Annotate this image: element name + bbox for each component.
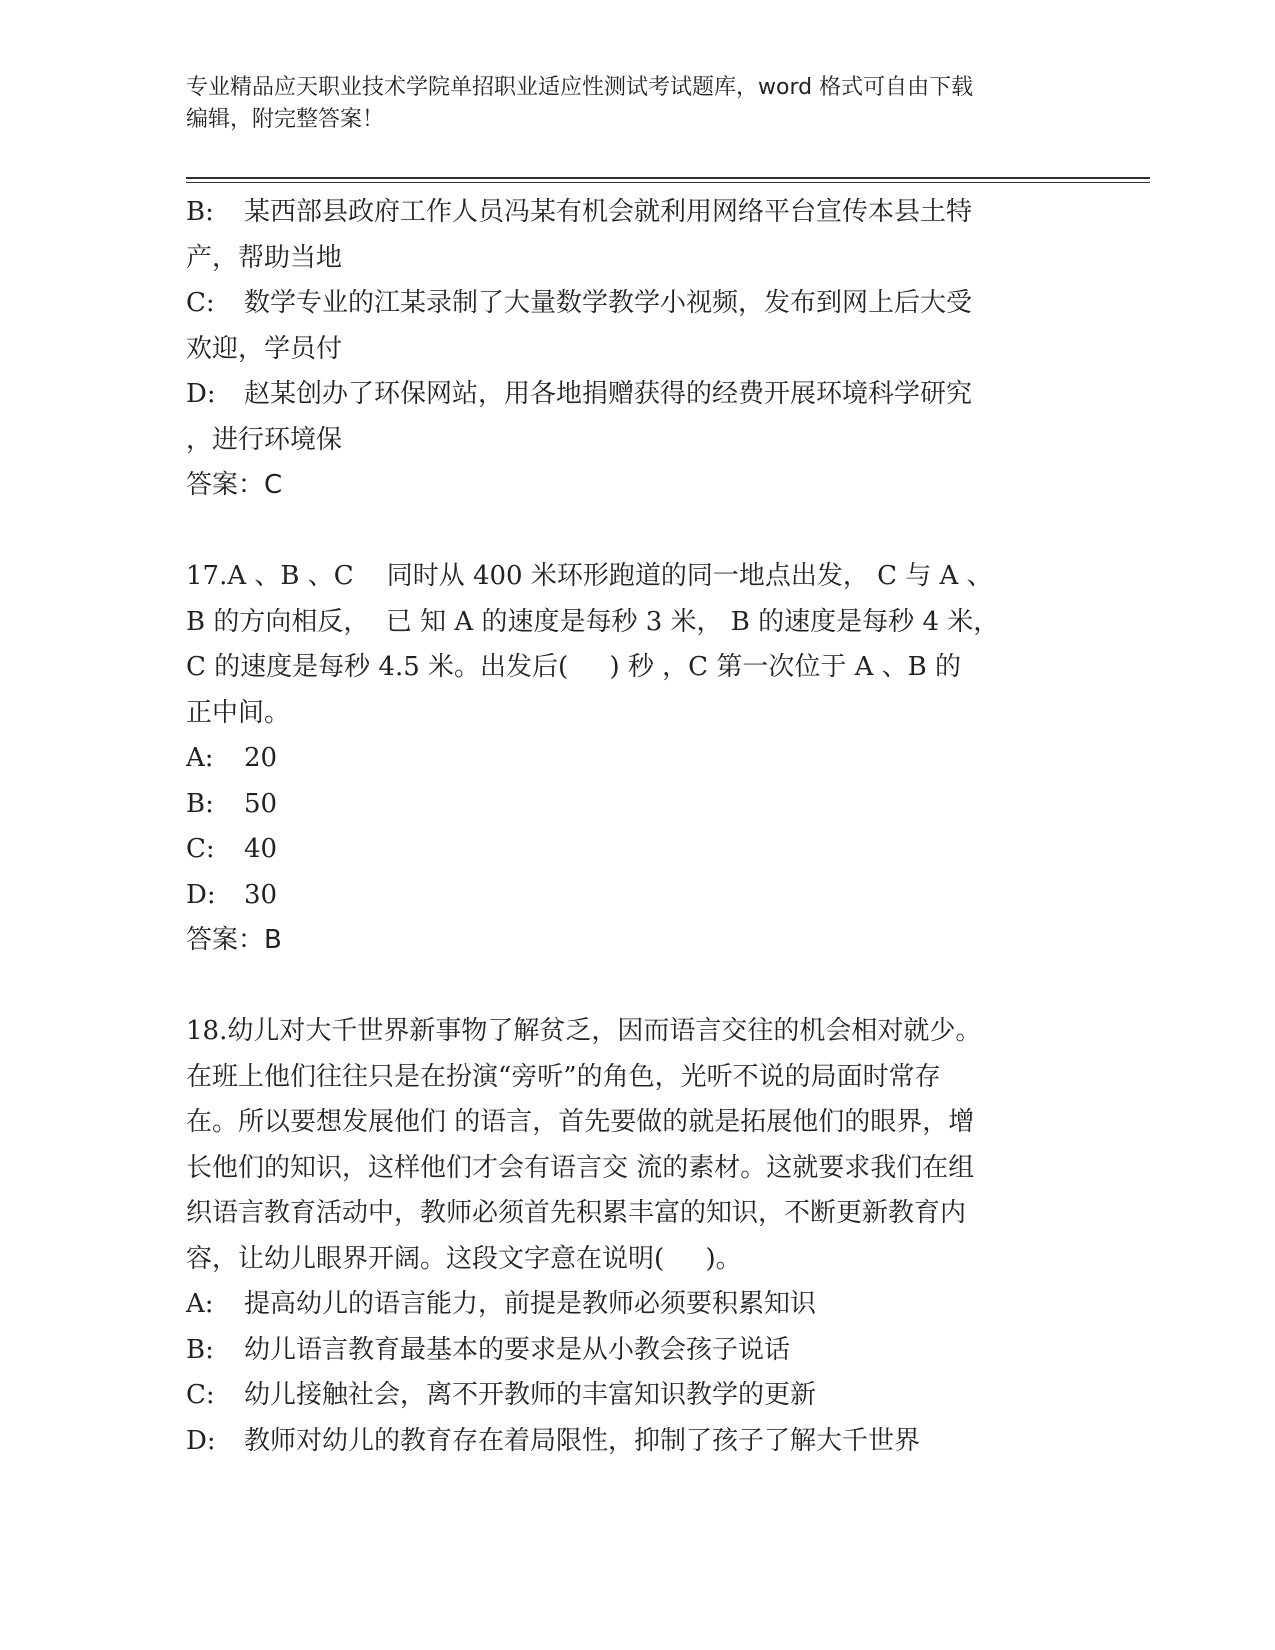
question-text-line: B 的方向相反， 已 知 A 的速度是每秒 3 米， B 的速度是每秒 4 米， <box>186 606 1000 637</box>
option-label: A: <box>186 743 214 773</box>
option-label: C: <box>186 1380 215 1410</box>
option-d <box>186 873 1076 919</box>
option-c <box>186 827 1076 873</box>
option-d-continued: ，进行环境保 <box>186 424 343 455</box>
page-header <box>186 72 1086 136</box>
question-18 <box>186 1009 1076 1464</box>
spacer <box>186 964 1076 1010</box>
option-b <box>186 190 1076 236</box>
option-text: 幼儿接触社会，离不开教师的丰富知识教学的更新 <box>244 1380 817 1410</box>
answer: 答案：C <box>186 470 283 500</box>
question-text-line: 容，让幼儿眼界开阔。这段文字意在说明( )。 <box>186 1243 742 1274</box>
question-text-line: 在班上他们往往只是在扮演“旁听”的角色，光听不说的局面时常存 <box>186 1061 941 1092</box>
question-text-line: 长他们的知识，这样他们才会有语言交 流的素材。这就要求我们在组 <box>186 1152 975 1183</box>
option-b <box>186 782 1076 828</box>
option-a <box>186 1282 1076 1328</box>
question-text-line: 在。所以要想发展他们 的语言，首先要做的就是拓展他们的眼界，增 <box>186 1107 975 1137</box>
option-label: B: <box>186 788 214 819</box>
option-label: C: <box>186 288 215 318</box>
question-text-line: C 的速度是每秒 4.5 米。出发后( ) 秒 ，C 第一次位于 A 、B 的 <box>186 652 962 682</box>
option-label: B: <box>186 197 214 227</box>
spacer <box>186 509 1076 555</box>
option-text: 教师对幼儿的教育存在着局限性，抑制了孩子了解大千世界 <box>244 1425 921 1456</box>
option-text: 提高幼儿的语言能力，前提是教师必须要积累知识 <box>244 1289 817 1319</box>
option-b-continued: 产，帮助当地 <box>186 242 343 273</box>
option-text: 某西部县政府工作人员冯某有机会就利用网络平台宣传本县土特 <box>244 197 973 227</box>
header-divider-thick <box>186 177 1150 179</box>
question-17 <box>186 554 1076 964</box>
option-label: C: <box>186 834 215 864</box>
option-text: 40 <box>244 834 278 864</box>
option-label: D: <box>186 1425 216 1456</box>
option-text: 幼儿语言教育最基本的要求是从小教会孩子说话 <box>244 1334 791 1365</box>
option-d <box>186 372 1076 418</box>
option-label: A: <box>186 1289 214 1319</box>
header-line-1: 专业精品应天职业技术学院单招职业适应性测试考试题库，word 格式可自由下载 <box>186 75 974 100</box>
question-text-line: 织语言教育活动中，教师必须首先积累丰富的知识，不断更新教育内 <box>186 1198 967 1228</box>
option-c <box>186 1373 1076 1419</box>
question-text-line: 18.幼儿对大千世界新事物了解贫乏，因而语言交往的机会相对就少。 <box>186 1016 982 1046</box>
option-text: 30 <box>244 879 278 910</box>
option-text: 20 <box>244 743 278 773</box>
option-c-continued: 欢迎，学员付 <box>186 333 343 364</box>
option-a <box>186 736 1076 782</box>
header-line-2: 编辑，附完整答案！ <box>186 107 385 132</box>
answer: 答案：B <box>186 925 282 955</box>
option-label: B: <box>186 1334 214 1365</box>
question-text-line: 17.A 、B 、C 同时从 400 米环形跑道的同一地点出发， C 与 A 、 <box>186 561 993 591</box>
option-d <box>186 1419 1076 1465</box>
option-label: D: <box>186 379 216 409</box>
prev-question <box>186 190 1076 509</box>
option-c <box>186 281 1076 327</box>
option-text: 赵某创办了环保网站，用各地捐赠获得的经费开展环境科学研究 <box>244 379 973 409</box>
option-label: D: <box>186 879 216 910</box>
option-text: 50 <box>244 788 278 819</box>
option-b <box>186 1328 1076 1374</box>
option-text: 数学专业的江某录制了大量数学教学小视频，发布到网上后大受 <box>244 288 973 318</box>
document-body <box>186 190 1076 1464</box>
header-divider-thin <box>186 182 1150 183</box>
question-text-line: 正中间。 <box>186 697 291 728</box>
